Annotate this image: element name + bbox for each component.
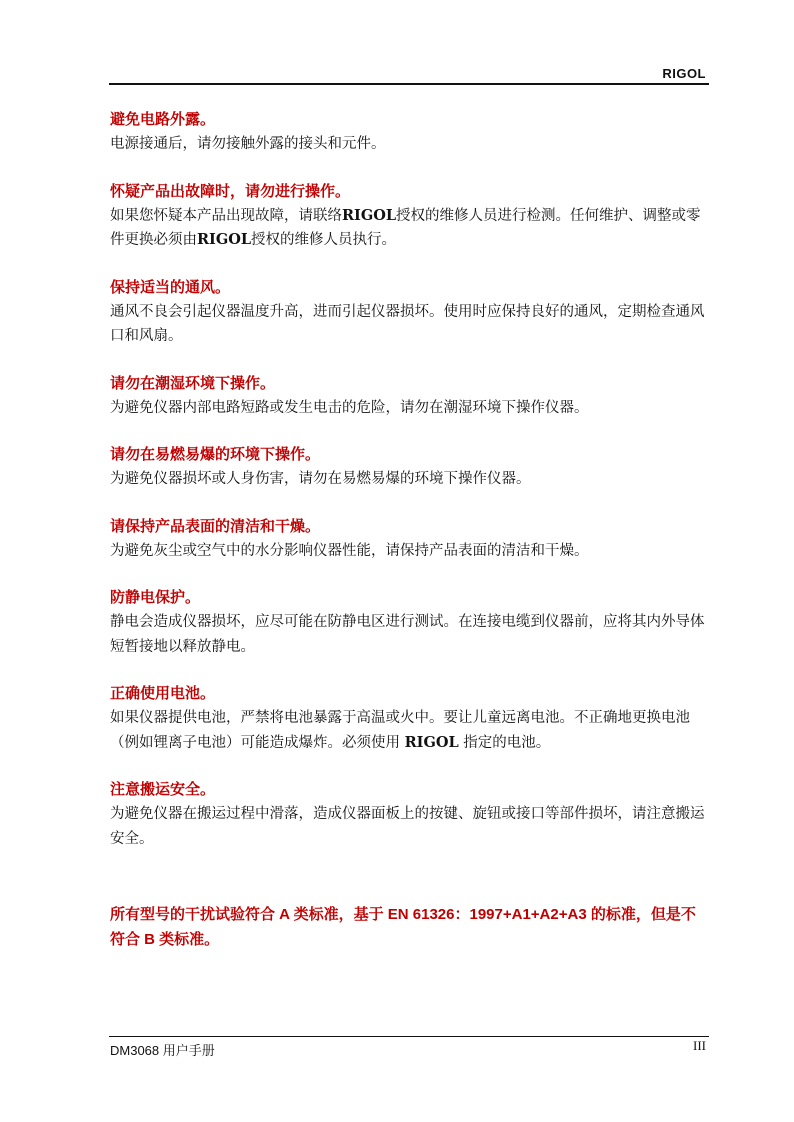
section-explosive — [110, 443, 710, 492]
body-text: 为避免仪器内部电路短路或发生电击的危险，请勿在潮湿环境下操作仪器。 — [110, 399, 589, 416]
body-text: 为避免仪器损坏或人身伤害，请勿在易燃易爆的环境下操作仪器。 — [110, 471, 531, 487]
section-title: 怀疑产品出故障时，请勿进行操作。 — [110, 182, 351, 200]
brand-mention: RIGOL — [342, 206, 397, 224]
body-text: 静电会造成仪器损坏，应尽可能在防静电区进行测试。在连接电缆到仪器前，应将其内外导体短暂接地以释放静电。 — [110, 614, 705, 655]
header-brand: RIGOL — [662, 66, 706, 81]
header-rule — [109, 83, 709, 85]
section-body — [110, 300, 710, 349]
section-body — [110, 802, 710, 851]
section-title: 请保持产品表面的清洁和干燥。 — [110, 517, 321, 535]
body-text: 为避免仪器在搬运过程中滑落，造成仪器面板上的按键、旋钮或接口等部件损坏，请注意搬运安全。 — [110, 806, 705, 847]
page-number: III — [693, 1038, 706, 1053]
section-battery — [110, 682, 710, 755]
section-body — [110, 539, 710, 564]
section-title: 避免电路外露。 — [110, 111, 216, 128]
section-esd — [110, 586, 710, 659]
brand-mention: RIGOL — [404, 733, 459, 751]
section-circuit — [110, 108, 710, 157]
section-title: 防静电保护。 — [110, 589, 201, 606]
section-body — [110, 396, 710, 421]
section-title: 注意搬运安全。 — [110, 781, 216, 798]
section-clean-dry — [110, 515, 710, 564]
section-title: 请勿在潮湿环境下操作。 — [110, 374, 276, 392]
footer-rule — [109, 1036, 709, 1037]
section-humidity — [110, 372, 710, 421]
emc-notice: 所有型号的干扰试验符合 A 类标准，基于 EN 61326：1997+A1+A2+A3 的标准，但是不符合 B 类标准。 — [110, 906, 696, 948]
body-text: 为避免灰尘或空气中的水分影响仪器性能，请保持产品表面的清洁和干燥。 — [110, 542, 589, 559]
body-text: 如果仪器提供电池，严禁将电池暴露于高温或火中。要让儿童远离电池。不正确地更换电池（例如锂离子电池）可能造成爆炸。必须使用 — [110, 710, 690, 751]
safety-content — [110, 108, 710, 874]
body-text: 授权的维修人员执行。 — [251, 232, 397, 248]
section-title: 请勿在易燃易爆的环境下操作。 — [110, 446, 321, 463]
body-text: 如果您怀疑本产品出现故障，请联络 — [110, 207, 342, 224]
body-text: 指定的电池。 — [458, 734, 551, 751]
section-body — [110, 132, 710, 157]
footer-doc-title: DM3068 用户手册 — [110, 1043, 215, 1058]
section-body — [110, 467, 710, 492]
section-title: 保持适当的通风。 — [110, 278, 231, 296]
section-fault — [110, 180, 710, 253]
section-ventilation — [110, 276, 710, 349]
body-text: 通风不良会引起仪器温度升高，进而引起仪器损坏。使用时应保持良好的通风，定期检查通风口和风扇。 — [110, 303, 705, 344]
section-body — [110, 706, 710, 755]
section-title: 正确使用电池。 — [110, 685, 216, 702]
body-text: 授权的维修人员进行检测。任何维护、调整或零件更换必须由 — [110, 207, 701, 248]
section-transport — [110, 778, 710, 851]
brand-mention: RIGOL — [197, 231, 252, 248]
section-body — [110, 610, 710, 659]
section-body — [110, 204, 710, 253]
body-text: 电源接通后，请勿接触外露的接头和元件。 — [110, 136, 386, 152]
